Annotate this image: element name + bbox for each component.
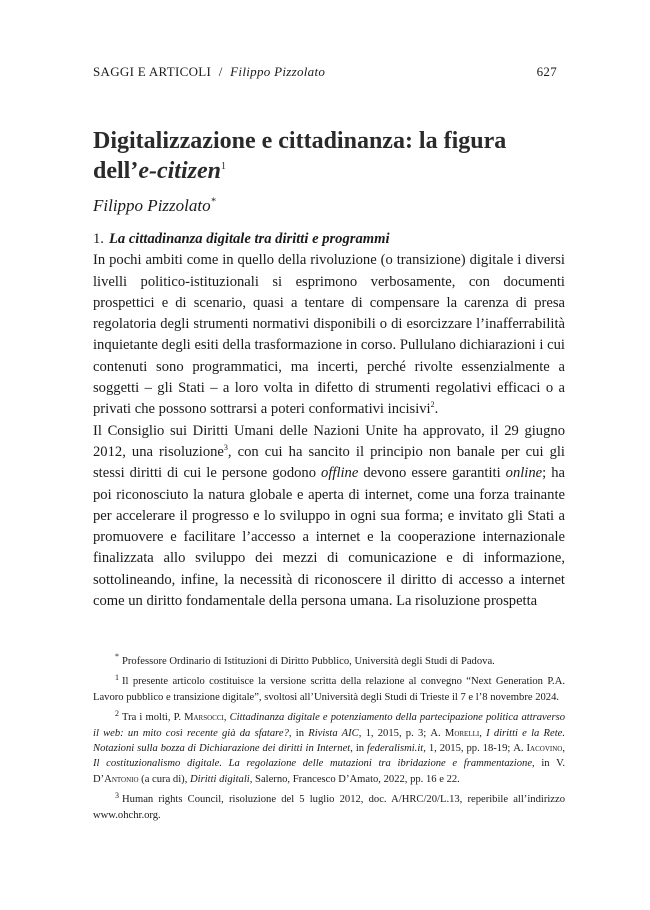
p1-text: In pochi ambiti come in quello della rivoluzione (o transizione) digitale i diversi livelli politico-istituzionali si esprimono verbosamente, con documenti prospettici e di scenario, quasi a tentare di compensare la carenza di presa regolatoria degli strumenti normativi disponibili o di esorcizzare l’inafferrabilità inquietante degli esiti della trasformazione in corso. Pullulano dichiarazioni i cui contenuti sono programmatici, ma incerti, perché rivolte essenzialmente a soggetti – gli Stati – a loro volta in difetto di strumenti regolativi efficaci o a privati che possono sottrarsi a poteri conformativi incisivi: [93, 252, 565, 418]
fn2-part: , Salerno, Francesco D’Amato, 2022, pp. 16 e 22.: [249, 773, 460, 785]
footnote-star: [93, 654, 565, 669]
p2-offline: offline: [321, 465, 359, 482]
fn2-journal-2: federalismi.it: [367, 743, 424, 755]
page-number: 627: [536, 64, 557, 79]
article-body: [93, 229, 565, 612]
p1-end: .: [434, 401, 439, 418]
header-separator: /: [218, 64, 223, 79]
footnote-ref-2: 2: [430, 400, 435, 410]
fn2-part: Tra i molti,: [122, 712, 174, 724]
fn2-part: ,: [562, 743, 565, 755]
footnote-star-mark: *: [115, 652, 119, 662]
article-author: [93, 196, 216, 216]
section-number: 1.: [93, 231, 104, 247]
footnote-1: [93, 674, 565, 705]
fn2-title-1: Cittadinanza digitale e potenziamento della partecipazione politica attraverso il web: un mito così recente già da sfatare?: [93, 712, 566, 739]
fn2-part: (a cura di),: [138, 773, 190, 785]
p2-d: ; ha poi riconosciuto la natura globale e aperta di internet, come una forza trainante per accelerare il progresso e lo sviluppo in ogni sua forma; e invitato gli Stati a promuovere e facilitare l’accesso a internet e la cooperazione internazionale finalizzata allo sviluppo dei mezzi di comunicazione e di informazione, sottolineando, infine, la necessità di riconoscere il diritto di accesso a internet come un diritto fondamentale della persona umana. La risoluzione prospetta: [93, 465, 565, 610]
fn2-title-2: I diritti e la Rete. Notazioni sulla bozza di Dichiarazione dei diritti in Internet: [93, 727, 565, 755]
fn2-author-morelli: A. Morelli: [430, 727, 480, 739]
fn2-author-dantonio: D’Antonio: [93, 773, 139, 785]
title-main: Digitalizzazione e cittadinanza: la figura dell’: [93, 128, 507, 184]
footnote-3: [93, 792, 565, 823]
footnote-star-text: Professore Ordinario di Istituzioni di Diritto Pubblico, Università degli Studi di Padova.: [122, 656, 495, 667]
paragraph-2: [93, 421, 565, 613]
author-name: Filippo Pizzolato: [93, 196, 211, 215]
p2-c: devono essere garantiti: [358, 465, 506, 482]
fn2-part: , in V.: [532, 758, 565, 770]
journal-section: SAGGI E ARTICOLI: [93, 64, 212, 79]
fn2-title-4: Diritti digitali: [190, 773, 250, 785]
section-heading: [93, 229, 565, 250]
fn2-part: ,: [479, 727, 487, 739]
title-italic: e-citizen: [138, 158, 221, 184]
fn2-part: , 1, 2015, p. 3;: [358, 727, 431, 739]
footnotes: [93, 654, 565, 828]
author-footnote-ref: *: [210, 196, 216, 208]
running-header-left: [93, 64, 325, 80]
fn2-title-3: Il costituzionalismo digitale. La regolazione delle mutazioni tra ibridazione e frammentazione: [93, 758, 533, 770]
article-title: [93, 126, 563, 186]
footnote-2: [93, 710, 565, 787]
fn2-author-iacovino: A. Iacovino: [513, 743, 563, 755]
p2-online: online: [505, 465, 543, 482]
footnote-ref-3: 3: [223, 443, 228, 453]
p2-b: , con cui ha sancito il principio non banale per cui gli stessi diritti di cui le persone godono: [93, 443, 565, 482]
fn2-part: , in: [288, 727, 309, 739]
header-author: Filippo Pizzolato: [230, 64, 326, 79]
footnote-3-mark: 3: [115, 790, 119, 800]
footnote-1-text: Il presente articolo costituisce la versione scritta della relazione al convegno “Next Generation P.A. Lavoro pubblico e transizione digitale”, svoltosi all’Università degli Studi di Trieste il 7 e l’8 novembre 2024.: [93, 676, 565, 703]
footnote-1-mark: 1: [115, 672, 119, 682]
fn2-journal-1: Rivista AIC: [308, 727, 359, 739]
footnote-2-mark: 2: [115, 708, 119, 718]
running-header: [93, 64, 557, 80]
fn2-author-marsocci: P. Marsocci: [173, 712, 224, 724]
p2-a: Il Consiglio sui Diritti Umani delle Nazioni Unite ha approvato, il 29 giugno 2012, una risoluzione: [93, 422, 565, 460]
paragraph-1: [93, 250, 565, 420]
title-footnote-ref: 1: [220, 161, 226, 172]
section-title: La cittadinanza digitale tra diritti e programmi: [108, 231, 390, 247]
footnote-3-text: Human rights Council, risoluzione del 5 luglio 2012, doc. A/HRC/20/L.13, reperibile all’indirizzo www.ohchr.org.: [93, 794, 565, 821]
fn2-part: , 1, 2015, pp. 18-19;: [423, 743, 514, 755]
fn2-part: ,: [223, 712, 230, 724]
fn2-part: , in: [350, 743, 368, 755]
